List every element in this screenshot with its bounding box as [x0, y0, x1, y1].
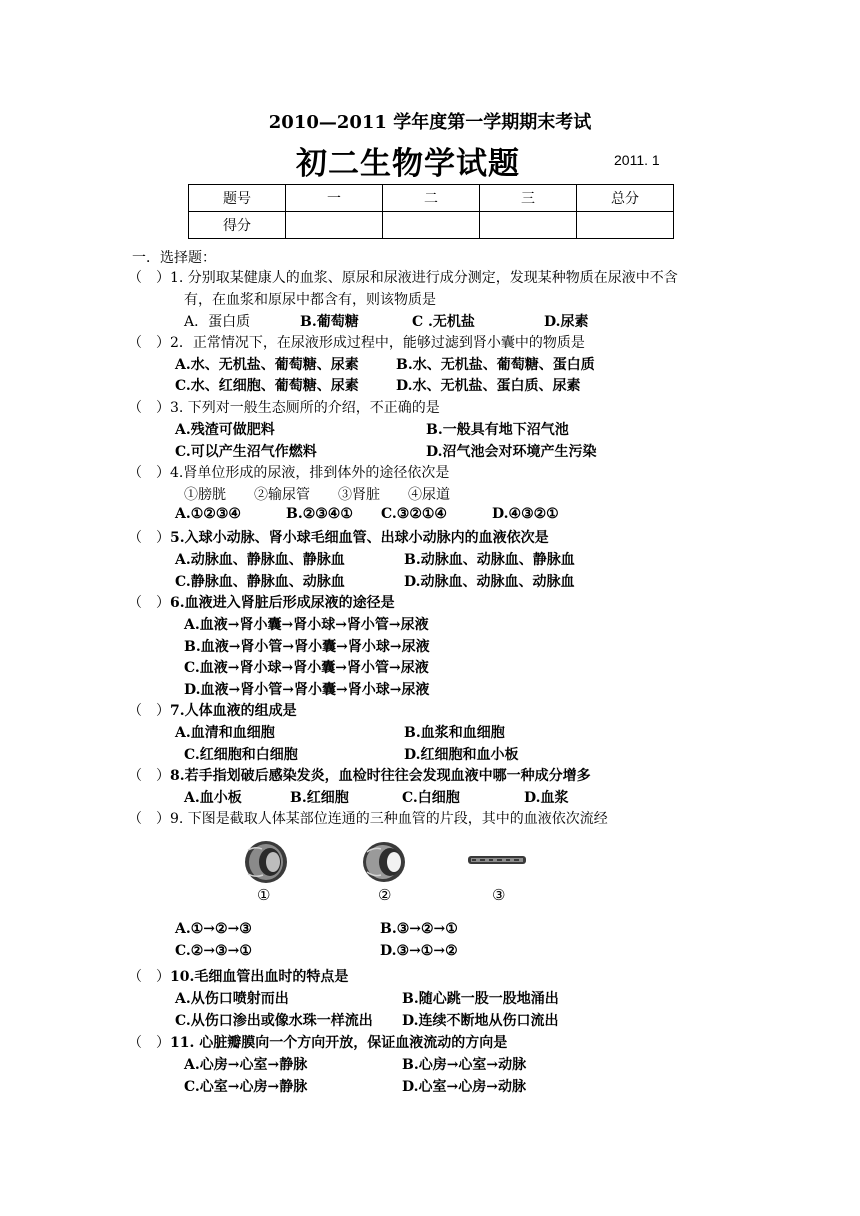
question-5 [128, 527, 549, 547]
page-title: 初二生物学试题 [296, 146, 520, 182]
score-header-cell: 一 [286, 185, 383, 212]
option-c: C.可以产生沼气作燃料 [175, 444, 317, 460]
option-b: B.心房→心室→动脉 [402, 1057, 527, 1073]
exam-date: 2011. 1 [614, 152, 660, 168]
question-stem: 3. 下列对一般生态厕所的介绍，不正确的是 [170, 400, 440, 416]
score-header-cell: 二 [383, 185, 480, 212]
option-b: B.随心跳一股一股地涌出 [402, 991, 559, 1007]
figure-label-2: ② [378, 886, 392, 904]
option-c: C.心室→心房→静脉 [184, 1079, 308, 1095]
score-cell [480, 212, 577, 239]
option-a: A.血小板 [184, 790, 242, 806]
figure-label-3: ③ [492, 886, 506, 904]
question-stem: 10.毛细血管出血时的特点是 [170, 969, 349, 985]
option-a: A．蛋白质 [184, 314, 251, 330]
question-stem: 6.血液进入肾脏后形成尿液的途径是 [170, 595, 395, 611]
option-d: D.心室→心房→动脉 [402, 1079, 526, 1095]
option-b: B.动脉血、动脉血、静脉血 [404, 552, 575, 568]
option-d: D.③→①→② [380, 943, 458, 959]
question-3 [128, 397, 440, 417]
question-stem: 11. 心脏瓣膜向一个方向开放，保证血液流动的方向是 [170, 1035, 508, 1051]
blood-vessel-figure [236, 836, 536, 888]
option-c: C.白细胞 [402, 790, 460, 806]
figure-label-1: ① [257, 886, 271, 904]
answer-paren: （ ） [128, 530, 170, 546]
option-a: A.血清和血细胞 [175, 725, 275, 741]
option-d: D.沼气池会对环境产生污染 [426, 444, 597, 460]
question-stem-continued: 有，在血浆和原尿中都含有，则该物质是 [184, 292, 436, 308]
option-d: D.④③②① [492, 506, 559, 522]
question-stem: 1. 分别取某健康人的血浆、原尿和尿液进行成分测定，发现某种物质在尿液中不含 [170, 270, 678, 286]
score-header-cell: 总分 [577, 185, 674, 212]
question-8 [128, 765, 591, 785]
option-b: B.③→②→① [380, 921, 458, 937]
option-a: A.①②③④ [175, 506, 241, 522]
question-11 [128, 1032, 507, 1052]
option-c: C .无机盐 [412, 314, 475, 330]
option-d: D.血液→肾小管→肾小囊→肾小球→尿液 [184, 682, 430, 698]
option-b: B.血液→肾小管→肾小囊→肾小球→尿液 [184, 639, 430, 655]
option-c: C.红细胞和白细胞 [184, 747, 298, 763]
option-c: C.③②①④ [381, 506, 447, 522]
question-9 [128, 808, 608, 828]
score-header-cell: 题号 [189, 185, 286, 212]
option-d: D.尿素 [544, 314, 589, 330]
score-table-header-row [189, 185, 674, 212]
option-b: B.葡萄糖 [300, 314, 359, 330]
question-10 [128, 966, 348, 986]
option-b: B.②③④① [286, 506, 353, 522]
answer-paren: （ ） [128, 335, 170, 351]
score-cell [577, 212, 674, 239]
score-cell [286, 212, 383, 239]
question-7 [128, 700, 297, 720]
question-stem-continued: ①膀胱 ②输尿管 ③肾脏 ④尿道 [184, 487, 450, 503]
score-table-score-row [189, 212, 674, 239]
option-c: C.水、红细胞、葡萄糖、尿素 [175, 378, 359, 394]
option-a: A.心房→心室→静脉 [184, 1057, 308, 1073]
option-b: B.水、无机盐、葡萄糖、蛋白质 [396, 357, 595, 373]
question-stem: 9. 下图是截取人体某部位连通的三种血管的片段，其中的血液依次流经 [170, 811, 608, 827]
answer-paren: （ ） [128, 768, 170, 784]
vessel-1-artery-image [245, 841, 287, 883]
question-4 [128, 462, 449, 482]
score-header-cell: 三 [480, 185, 577, 212]
answer-paren: （ ） [128, 595, 170, 611]
option-d: D.水、无机盐、蛋白质、尿素 [396, 378, 581, 394]
answer-paren: （ ） [128, 811, 170, 827]
option-c: C.血液→肾小球→肾小囊→肾小管→尿液 [184, 660, 429, 676]
exam-subtitle: 2010—2011 学年度第一学期期末考试 [268, 112, 592, 133]
score-table [188, 184, 674, 239]
option-a: A.水、无机盐、葡萄糖、尿素 [175, 357, 359, 373]
option-a: A.残渣可做肥料 [175, 422, 275, 438]
answer-paren: （ ） [128, 969, 170, 985]
option-d: D.动脉血、动脉血、动脉血 [404, 574, 575, 590]
option-a: A.从伤口喷射而出 [175, 991, 289, 1007]
question-stem: 7.人体血液的组成是 [170, 703, 297, 719]
option-a: A.①→②→③ [175, 921, 252, 937]
vessel-3-capillary-image [468, 856, 526, 864]
question-1 [128, 267, 678, 287]
answer-paren: （ ） [128, 1035, 170, 1051]
answer-paren: （ ） [128, 703, 170, 719]
answer-paren: （ ） [128, 270, 170, 286]
option-a: A.血液→肾小囊→肾小球→肾小管→尿液 [184, 617, 429, 633]
question-stem: 5.入球小动脉、肾小球毛细血管、出球小动脉内的血液依次是 [170, 530, 549, 546]
question-stem: 8.若手指划破后感染发炎，血检时往往会发现血液中哪一种成分增多 [170, 768, 591, 784]
option-d: D.红细胞和血小板 [404, 747, 519, 763]
option-c: C.从伤口渗出或像水珠一样流出 [175, 1013, 373, 1029]
section-title: 一．选择题： [132, 250, 216, 266]
answer-paren: （ ） [128, 465, 170, 481]
answer-paren: （ ） [128, 400, 170, 416]
option-d: D.血浆 [524, 790, 569, 806]
option-c: C.静脉血、静脉血、动脉血 [175, 574, 345, 590]
option-c: C.②→③→① [175, 943, 252, 959]
question-6 [128, 592, 395, 612]
score-cell [383, 212, 480, 239]
option-b: B.一般具有地下沼气池 [426, 422, 569, 438]
question-2 [128, 332, 585, 352]
option-b: B.红细胞 [290, 790, 349, 806]
score-row-label: 得分 [189, 212, 286, 239]
vessel-2-vein-image [363, 842, 405, 882]
option-d: D.连续不断地从伤口流出 [402, 1013, 559, 1029]
question-stem: 4.肾单位形成的尿液，排到体外的途径依次是 [170, 465, 450, 481]
question-stem: 2．正常情况下，在尿液形成过程中，能够过滤到肾小囊中的物质是 [170, 335, 585, 351]
option-b: B.血浆和血细胞 [404, 725, 505, 741]
option-a: A.动脉血、静脉血、静脉血 [175, 552, 345, 568]
